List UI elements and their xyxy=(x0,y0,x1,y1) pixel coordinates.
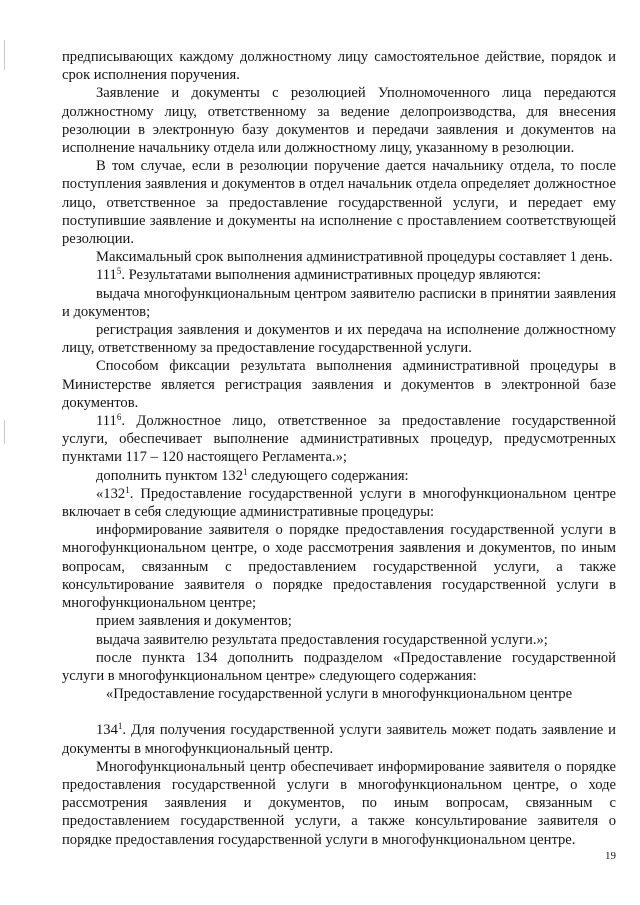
paragraph xyxy=(62,285,616,321)
paragraph-text: информирование заявителя о порядке предоставления государственной услуги в многофункциональном центре, о ходе рассмотрения заявления и документов, по иным вопросам, связанным с предоставлением государственной услуги, а также консультирование заявителя о порядке предоставления государственной услуги в многофункциональном центре; xyxy=(62,522,616,612)
clause-number: 134 xyxy=(96,722,118,739)
paragraph-text: предписывающих каждому должностному лицу самостоятельное действие, порядок и срок исполнения поручения. xyxy=(62,49,616,84)
clause-number: 111 xyxy=(96,413,117,430)
paragraph xyxy=(62,467,616,485)
paragraph xyxy=(62,631,616,649)
paragraph xyxy=(62,721,616,757)
paragraph xyxy=(62,48,616,84)
clause-superscript: 5 xyxy=(116,266,122,277)
paragraph-gap xyxy=(62,703,616,721)
paragraph-text: выдача многофункциональным центром заявителю расписки в принятии заявления и документов; xyxy=(62,285,616,320)
paragraph-text: прием заявления и документов; xyxy=(96,613,292,630)
clause-superscript: 1 xyxy=(117,721,123,732)
paragraph-text: Заявление и документы с резолюцией Уполномоченного лица передаются должностному лицу, ответственному за ведение делопроизводства, для внесения резолюции в электронную базу документов и передачи заявления и документов на исполнение начальнику отдела или должностному лицу, указанному в резолюции. xyxy=(62,85,616,157)
clause-number: 111 xyxy=(96,267,117,284)
paragraph xyxy=(62,649,616,685)
paragraph xyxy=(62,157,616,248)
paragraph xyxy=(62,248,616,266)
binding-mark xyxy=(4,40,5,70)
paragraph xyxy=(62,521,616,612)
paragraph xyxy=(62,266,616,284)
paragraph xyxy=(62,612,616,630)
paragraph xyxy=(62,758,616,849)
paragraph xyxy=(62,84,616,157)
paragraph-text: . Для получения государственной услуги заявитель может подать заявление и документы в многофункциональный центр. xyxy=(62,722,616,757)
clause-superscript: 1 xyxy=(125,484,130,495)
paragraph-text: следующего содержания: xyxy=(247,467,409,484)
binding-mark xyxy=(4,420,5,444)
paragraph xyxy=(62,321,616,357)
paragraph xyxy=(62,357,616,412)
clause-number: «132 xyxy=(96,485,126,502)
page-number: 19 xyxy=(605,850,616,862)
paragraph-text: Многофункциональный центр обеспечивает информирование заявителя о порядке предоставления государственной услуги в многофункциональном центре, о ходе рассмотрения заявления и документов, по иным вопросам, связанным с предоставлением государственной услуги, а также консультирование заявителя о порядке предоставления государственной услуги в многофункциональном центре. xyxy=(62,758,616,848)
clause-superscript: 1 xyxy=(243,466,248,477)
paragraph-text: . Должностное лицо, ответственное за предоставление государственной услуги, обеспечивает выполнение административных процедур, предусмотренных пунктами 117 – 120 настоящего Регламента.»; xyxy=(62,413,616,466)
paragraph-text: «Предоставление государственной услуги в многофункциональном центре xyxy=(105,686,573,703)
paragraph-text: Максимальный срок выполнения административной процедуры составляет 1 день. xyxy=(96,249,613,266)
paragraph xyxy=(62,485,616,521)
paragraph-text: выдача заявителю результата предоставления государственной услуги.»; xyxy=(96,631,548,648)
paragraph-text: после пункта 134 дополнить подразделом «Предоставление государственной услуги в многофункциональном центре» следующего содержания: xyxy=(62,649,616,684)
clause-superscript: 6 xyxy=(116,412,122,423)
paragraph-text: . Результатами выполнения административных процедур являются: xyxy=(121,267,541,284)
clause-number: дополнить пунктом 132 xyxy=(96,467,244,484)
paragraph xyxy=(62,412,616,467)
paragraph-text: . Предоставление государственной услуги в многофункциональном центре включает в себя следующие административные процедуры: xyxy=(62,485,616,521)
section-heading xyxy=(62,685,616,703)
paragraph-text: регистрация заявления и документов и их передача на исполнение должностному лицу, ответственному за предоставление государственной услуги. xyxy=(62,322,616,357)
paragraph-text: В том случае, если в резолюции поручение дается начальнику отдела, то после поступления заявления и документов в отдел начальник отдела определяет должностное лицо, ответственное за предоставление государственной услуги, и передает ему поступившие заявление и документы на исполнение с проставлением соответствующей резолюции. xyxy=(62,158,616,248)
document-body xyxy=(62,48,616,849)
paragraph-text: Способом фиксации результата выполнения административной процедуры в Министерстве является регистрация заявления и документов в электронной базе документов. xyxy=(62,358,616,411)
